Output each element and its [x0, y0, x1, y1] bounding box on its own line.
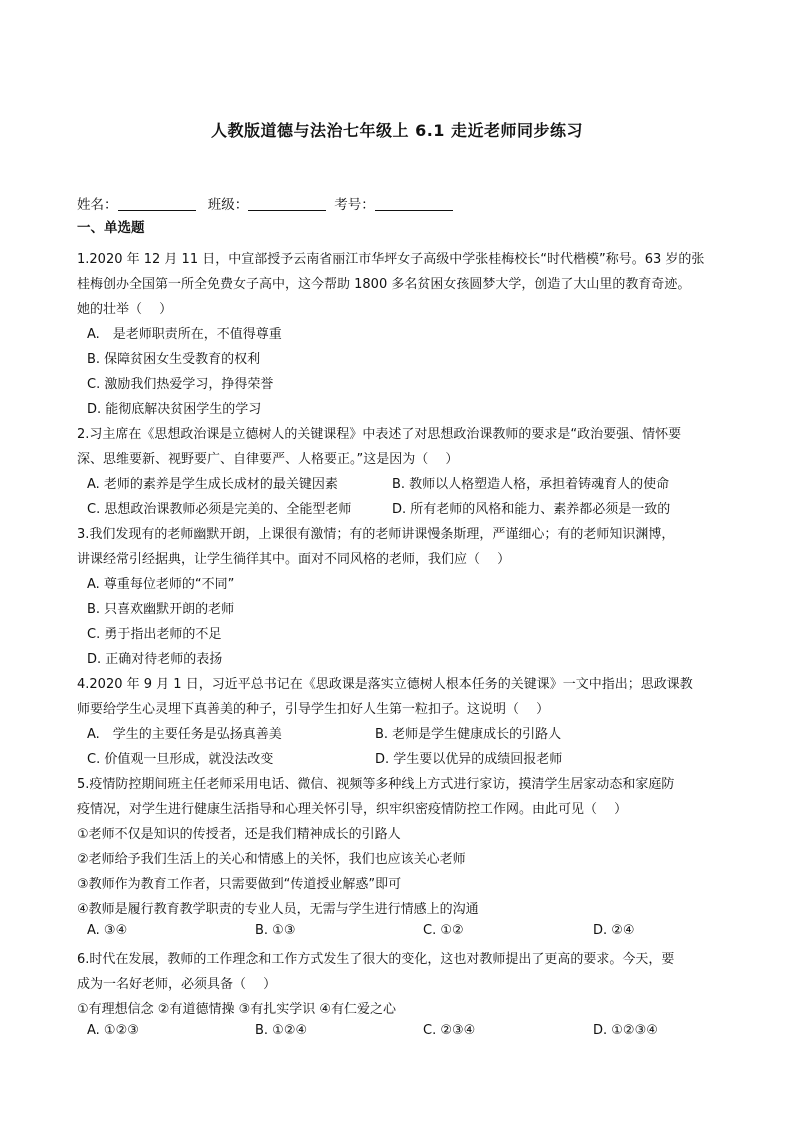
name-label: 姓名：	[77, 197, 118, 213]
question-line: ①老师不仅是知识的传授者，还是我们精神成长的引路人	[77, 827, 401, 842]
option-line: B. ①③	[255, 923, 296, 938]
question-line: 4.2020 年 9 月 1 日，习近平总书记在《思政课是落实立德树人根本任务的关键课》一文中指出；思政课教	[77, 677, 693, 692]
class-blank[interactable]	[248, 197, 326, 211]
option-line: D. 学生要以优异的成绩回报老师	[375, 752, 563, 767]
option-line: A. 是老师职责所在，不值得尊重	[87, 327, 282, 342]
option-line: D. ②④	[593, 923, 635, 938]
question-line: 她的壮举（ ）	[77, 302, 173, 317]
class-label: 班级：	[207, 197, 249, 213]
option-line: C. 价值观一旦形成，就没法改变	[87, 752, 274, 767]
question-line: 疫情况，对学生进行健康生活指导和心理关怀引导，织牢织密疫情防控工作网。由此可见（ ）	[77, 802, 628, 817]
option-line: C. ①②	[423, 923, 464, 938]
id-label: 考号：	[334, 197, 375, 213]
question-line: 师要给学生心灵埋下真善美的种子，引导学生扣好人生第一粒扣子。这说明（ ）	[77, 702, 550, 717]
option-line: A. ①②③	[87, 1023, 139, 1038]
question-line: ①有理想信念 ②有道德情操 ③有扎实学识 ④有仁爱之心	[77, 1002, 397, 1017]
question-line: 讲课经常引经据典，让学生徜徉其中。面对不同风格的老师，我们应（ ）	[77, 552, 511, 567]
section-heading: 一、单选题	[77, 220, 145, 236]
option-line: A. 尊重每位老师的“不同”	[87, 577, 235, 592]
question-line: 成为一名好老师，必须具备（ ）	[77, 977, 277, 992]
question-line: 5.疫情防控期间班主任老师采用电话、微信、视频等多种线上方式进行家访，摸清学生居家动态和家庭防	[77, 777, 675, 792]
question-line: ④教师是履行教育教学职责的专业人员，无需与学生进行情感上的沟通	[77, 902, 479, 917]
question-line: 6.时代在发展，教师的工作理念和工作方式发生了很大的变化，这也对教师提出了更高的要求。今天，要	[77, 952, 675, 967]
name-blank[interactable]	[118, 197, 196, 211]
option-line: B. 保障贫困女生受教育的权利	[87, 352, 261, 367]
option-line: B. 只喜欢幽默开朗的老师	[87, 602, 235, 617]
option-line: C. 思想政治课教师必须是完美的、全能型老师	[87, 502, 352, 517]
page-title: 人教版道德与法治七年级上 6.1 走近老师同步练习	[211, 121, 583, 140]
option-line: A. ③④	[87, 923, 128, 938]
question-line: 桂梅创办全国第一所全免费女子高中，这今帮助 1800 多名贫困女孩圆梦大学，创造了大山里的教育奇迹。	[77, 277, 691, 292]
question-line: 2.习主席在《思想政治课是立德树人的关键课程》中表述了对思想政治课教师的要求是“政治要强、情怀要	[77, 427, 682, 442]
question-line: ②老师给予我们生活上的关心和情感上的关怀，我们也应该关心老师	[77, 852, 466, 867]
option-line: A. 学生的主要任务是弘扬真善美	[87, 727, 282, 742]
option-line: D. ①②③④	[593, 1023, 658, 1038]
question-line: 1.2020 年 12 月 11 日，中宣部授予云南省丽江市华坪女子高级中学张桂梅校长“时代楷模”称号。63 岁的张	[77, 252, 705, 267]
option-line: C. ②③④	[423, 1023, 476, 1038]
option-line: B. 老师是学生健康成长的引路人	[375, 727, 562, 742]
question-line: 深、思维要新、视野要广、自律要严、人格要正。”这是因为（ ）	[77, 452, 459, 467]
option-line: A. 老师的素养是学生成长成材的最关键因素	[87, 477, 338, 492]
student-info-row	[77, 193, 461, 213]
question-line: 3.我们发现有的老师幽默开朗，上课很有激情；有的老师讲课慢条斯理，严谨细心；有的老师知识渊博，	[77, 527, 675, 542]
id-blank[interactable]	[375, 197, 453, 211]
option-line: D. 所有老师的风格和能力、素养都必须是一致的	[392, 502, 671, 517]
option-line: B. ①②④	[255, 1023, 308, 1038]
option-line: D. 正确对待老师的表扬	[87, 652, 223, 667]
option-line: C. 激励我们热爱学习，挣得荣誉	[87, 377, 274, 392]
option-line: C. 勇于指出老师的不足	[87, 627, 222, 642]
question-line: ③教师作为教育工作者，只需要做到“传道授业解惑”即可	[77, 877, 402, 892]
option-line: D. 能彻底解决贫困学生的学习	[87, 402, 262, 417]
option-line: B. 教师以人格塑造人格，承担着铸魂育人的使命	[392, 477, 670, 492]
